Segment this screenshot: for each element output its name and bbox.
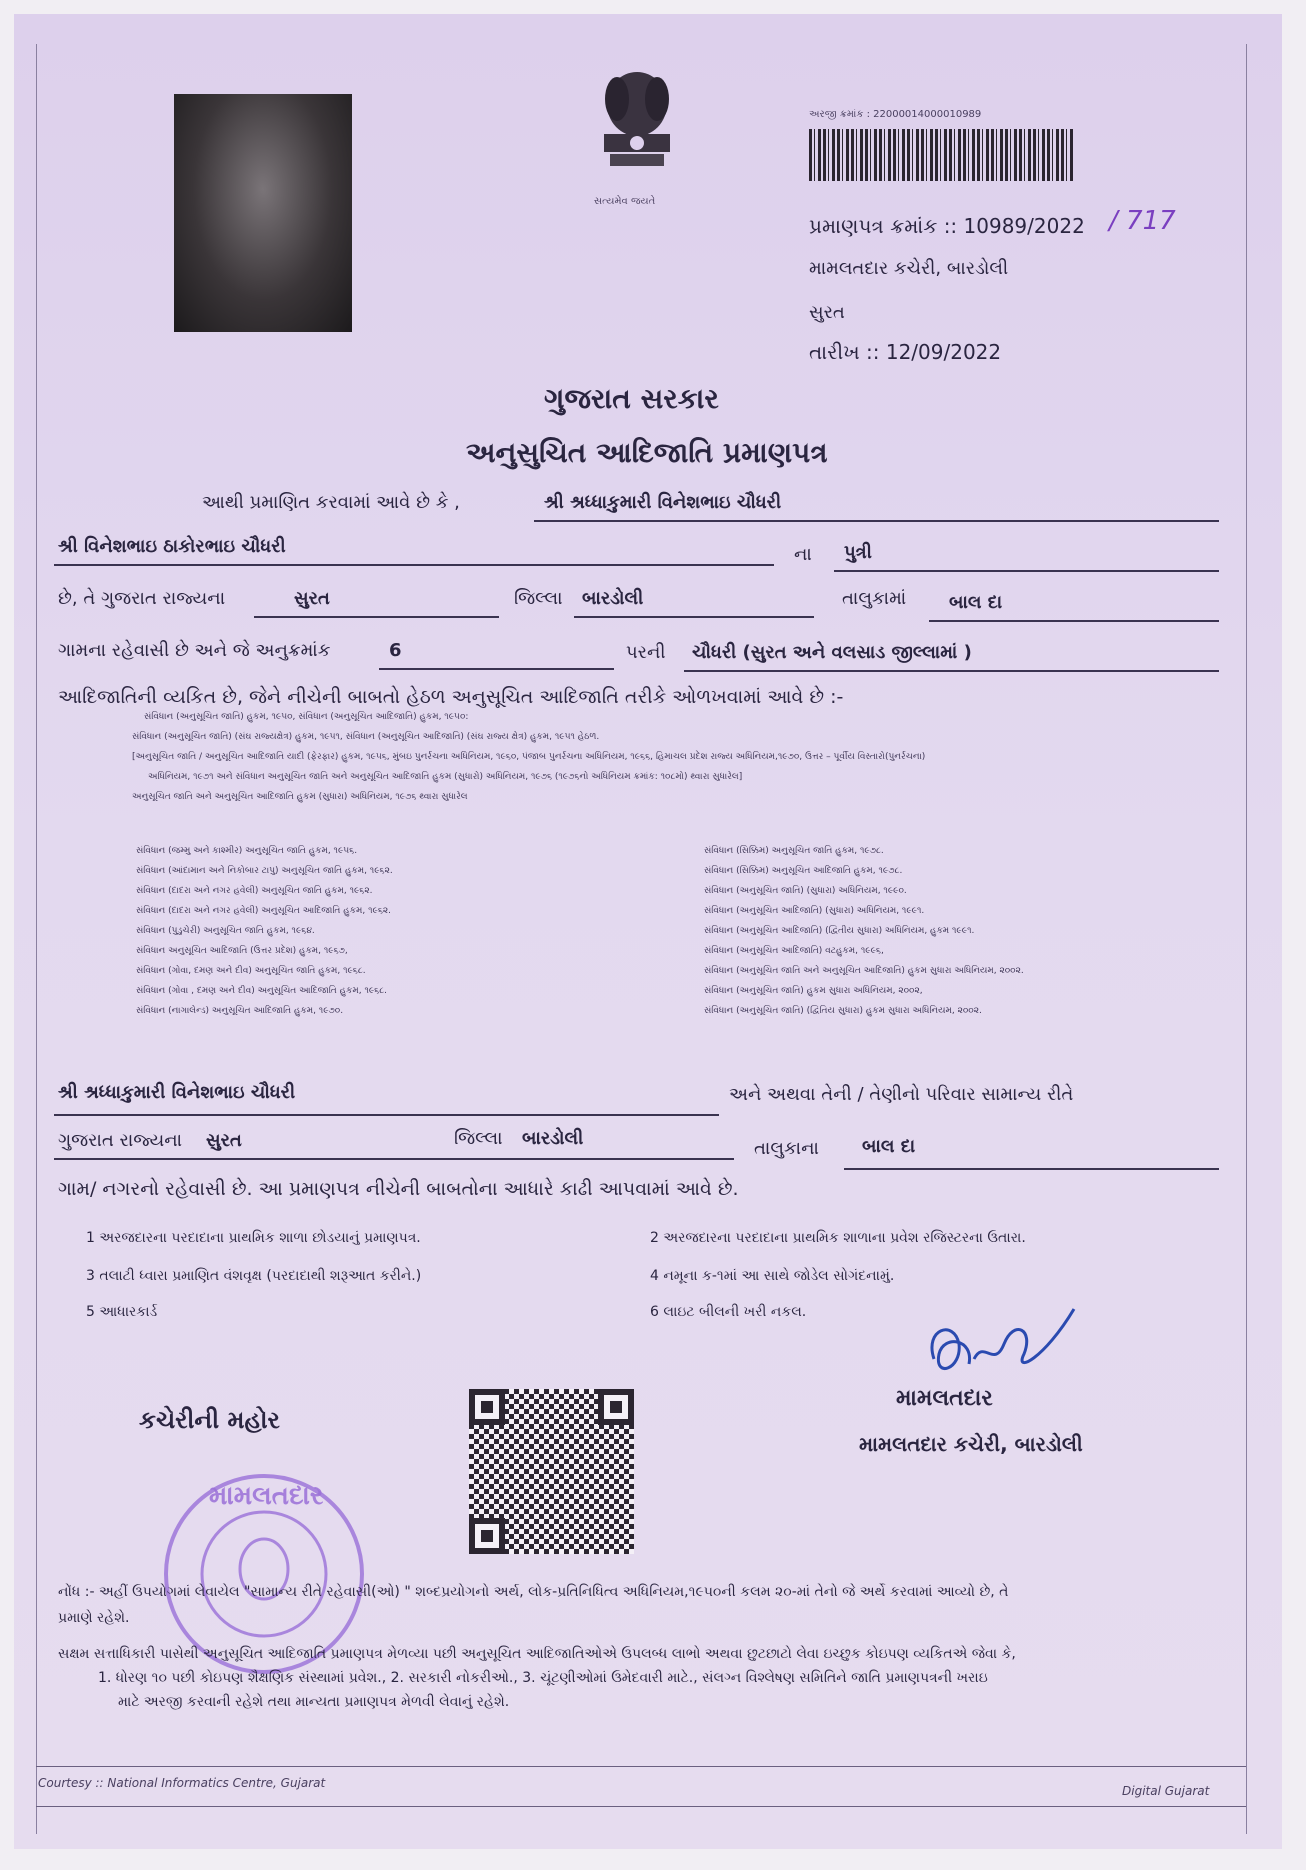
order-item: સંવિધાન અનુસૂચિત આદિજાતિ (ઉત્તર પ્રદેશ) હુકમ, ૧૯૬૭, [136,946,348,956]
document-item: 6 લાઇટ બીલની ખરી નકલ. [650,1304,807,1320]
taluka-label: તાલુકામાં [842,588,907,609]
parent-name: શ્રી વિનેશભાઇ ઠાકોરભાઇ ચૌધરી [58,536,286,557]
residence-district: સુરત [206,1130,242,1151]
qr-finder [598,1389,634,1425]
order-item: સંવિધાન (અનુસૂચિત જાતિ) (સુધારા) અધિનિયમ, ૧૯૯૦. [704,886,907,896]
seal-text: મામલતદાર [209,1481,324,1511]
order-item: સંવિધાન (અનુસૂચિત જાતિ) હુકમ સુધારા અધિનિયમ, ૨૦૦૨, [704,986,923,996]
orders-left-column [136,846,696,1026]
emblem-motto: સત્યમેવ જયતે [594,196,656,207]
qr-finder [469,1518,505,1554]
residence-village: બાલ દા [862,1136,916,1157]
order-item: સંવિધાન (અનુસૂચિત આદિજાતિ) (સુધારા) અધિનિયમ, ૧૯૯૧. [704,906,925,916]
serial-number: 6 [389,640,402,661]
left-border [36,44,37,1834]
issuing-district: સુરત [809,302,845,323]
certificate-number: પ્રમાણપત્ર ક્રમાંક :: 10989/2022 [809,214,1085,238]
village-line: ગામના રહેવાસી છે અને જે અનુક્રમાંક [58,640,331,661]
order-line: અનુસૂચિત જાતિ અને અનુસૂચિત આદિજાતિ હુકમ (સુધારા) અધિનિયમ, ૧૯૭૬ થ્વારા સુધારેલ [132,792,468,802]
basis-text: ગામ/ નગરનો રહેવાસી છે. આ પ્રમાણપત્ર નીચેની બાબતોના આધારે કાઢી આપવામાં આવે છે. [58,1178,739,1200]
footer-courtesy: Courtesy :: National Informatics Centre, Gujarat [38,1776,326,1790]
order-line: સંવિધાન (અનુસૂચિત જાતિ) (સંઘ રાજ્યક્ષેત્ર) હુકમ, ૧૯૫૧, સંવિધાન (અનુસૂચિત આદિજાતિ) (સંઘ રાજ્ય ક્ષેત્ર) હુકમ, ૧૯૫૧ હેઠળ. [132,732,600,742]
state-district: સુરત [294,588,330,609]
signatory-designation: મામલતદાર [896,1386,993,1411]
order-item: સંવિધાન (અનુસૂચિત આદિજાતિ) વટહુકમ, ૧૯૯૬, [704,946,884,956]
note-line: નોંધ :- અહીં ઉપયોગમાં લેવાયેલ "સામાન્ય રીતે રહેવાસી(ઓ) " શબ્દપ્રયોગનો અર્થ, લોક-પ્રતિનિધિત્વ અધિનિયમ,૧૯૫૦ની કલમ ૨૦-માં તેનો જે અર્થે કરવામાં આવ્યો છે, તે [58,1584,1009,1600]
order-item: સંવિધાન (અનુસૂચિત જાતિ) (દ્વિતિય સુધારા) હુકમ સુધારા અધિનિયમ, ૨૦૦૨. [704,1006,982,1016]
note-line: પ્રમાણે રહેશે. [58,1610,130,1626]
state-prefix: છે, તે ગુજરાત રાજ્યના [58,588,226,609]
order-item: સંવિધાન (આંદામાન અને નિકોબાર ટાપુ) અનુસૂચિત જાતિ હુકમ, ૧૯૬૨. [136,866,393,876]
right-border [1246,44,1247,1834]
document-item: 1 અરજદારના પરદાદાના પ્રાથમિક શાળા છોડયાનું પ્રમાણપત્ર. [86,1230,421,1246]
document-item: 5 આધારકાર્ડ [86,1304,158,1320]
office-seal-label: કચેરીની મહોર [139,1406,280,1434]
intro-text: આથી પ્રમાણિત કરવામાં આવે છે કે , [202,492,460,513]
residence-state-prefix: ગુજરાત રાજ્યના [58,1130,183,1151]
order-item: સંવિધાન (દાદરા અને નગર હવેલી) અનુસૂચિત જાતિ હુકમ, ૧૯૬૨. [136,886,373,896]
qr-finder [469,1389,505,1425]
document-item: 3 તલાટી ધ્વારા પ્રમાણિત વંશવૃક્ષ (પરદાદાથી શરૂઆત કરીને.) [86,1268,422,1284]
order-item: સંવિધાન (અનુસૂચિત જાતિ અને અનુસૂચિત આદિજાતિ) હુકમ સુધારા અધિનિયમ, ૨૦૦૨. [704,966,1024,976]
document-item: 2 અરજદારના પરદાદાના પ્રાથમિક શાળાના પ્રવેશ રજિસ્ટરના ઉતારા. [650,1230,1026,1246]
government-title: ગુજરાત સરકાર [544,382,719,415]
order-line: સંવિધાન (અનુસૂચિત જાતિ) હુકમ, ૧૯૫૦, સંવિધાન (અનુસૂચિત આદિજાતિ) હુકમ, ૧૯૫૦: [144,712,469,722]
order-item: સંવિધાન (અનુસૂચિત આદિજાતિ) (દ્વિતીય સુધારા) અધિનિયમ, હુકમ ૧૯૯૧. [704,926,975,936]
order-item: સંવિધાન (દાદરા અને નગર હવેલી) અનુસૂચિત આદિજાતિ હુકમ, ૧૯૬૨. [136,906,392,916]
order-item: સંવિધાન (નાગાલેન્ડ) અનુસૂચિત આદિજાતિ હુકમ, ૧૯૭૦. [136,1006,344,1016]
applicant-photo [174,94,352,332]
orders-right-column [704,846,1244,1026]
signature-icon [914,1299,1084,1399]
order-item: સંવિધાન (પુડુચેરી) અનુસૂચિત જાતિ હુકમ, ૧૯૬૪. [136,926,315,936]
family-text: અને અથવા તેની / તેણીનો પરિવાર સામાન્ય રીતે [729,1084,1074,1105]
tribe-name: ચૌધરી (સુરત અને વલસાડ જીલ્લામાં ) [692,642,972,663]
signatory-office: મામલતદાર કચેરી, બારડોલી [859,1432,1083,1456]
order-item: સંવિધાન (સિક્કિમ) અનુસૂચિત આદિજાતિ હુકમ, ૧૯૭૮. [704,866,903,876]
qr-code [469,1389,634,1554]
district-label: જિલ્લા [514,588,563,609]
residence-taluka-label: તાલુકાના [754,1138,819,1159]
applicant-name: શ્રી શ્રધ્ધાકુમારી વિનેશભાઇ ચૌધરી [544,492,782,513]
resident-name: શ્રી શ્રધ્ધાકુમારી વિનેશભાઇ ચૌધરી [58,1082,296,1103]
national-emblem-icon [582,64,692,194]
par-ni: પરની [626,642,666,663]
na-text: ના [794,544,812,565]
document-item: 4 નમૂના ક-૧માં આ સાથે જોડેલ સોગંદનામું. [650,1268,895,1284]
residence-taluka: બારડોલી [522,1128,584,1149]
order-line: [અનુસૂચિત જાતિ / અનુસૂચિત આદિજાતિ યાદી (ફેરફાર) હુકમ, ૧૯૫૬, મુંબઇ પુનર્રચના અધિનિયમ, ૧૯૬૦, પંજાબ પુનર્રચના અધિનિયમ, ૧૯૬૬, હિમાચલ પ્રદેશ રાજ્ય અધિનિયમ,૧૯૭૦, ઉત્તર – પૂર્વીય વિસ્તારો(પુનર્રચના) [132,752,926,762]
order-item: સંવિધાન (ગોવા, દમણ અને દીવ) અનુસૂચિત જાતિ હુકમ, ૧૯૬૮. [136,966,366,976]
certificate-number-handwritten: / 717 [1109,206,1176,236]
taluka-name: બારડોલી [582,588,644,609]
barcode [809,129,1074,181]
order-item: સંવિધાન (જમ્મુ અને કાશ્મીર) અનુસૂચિત જાતિ હુકમ, ૧૯૫૬. [136,846,358,856]
order-line: અધિનિયમ, ૧૯૭૧ અને સંવિધાન અનુસૂચિત જાતિ અને અનુસૂચિત આદિજાતિ હુકમ (સુધારો) અધિનિયમ, ૧૯૭૬ (૧૯૭૬નો અધિનિયમ ક્રમાંક: ૧૦૮મો) થ્વારા સુધારેલ] [148,772,743,782]
residence-district-label: જિલ્લા [454,1128,503,1149]
note-line: 1. ધોરણ ૧૦ પછી કોઇપણ શૈક્ષણિક સંસ્થામાં પ્રવેશ., 2. સરકારી નોકરીઓ., 3. ચૂંટણીઓમાં ઉમેદવારી માટે., સંલગ્ન વિશ્લેષણ સમિતિને જાતિ પ્રમાણપત્રની ખરાઇ [98,1670,988,1686]
footer-brand: Digital Gujarat [1122,1784,1210,1798]
application-number: અરજી ક્રમાંક : 22000014000010989 [809,109,982,120]
certificate-title: અનુસુચિત આદિજાતિ પ્રમાણપત્ર [466,436,828,469]
order-item: સંવિધાન (સિક્કિમ) અનુસૂચિત જાતિ હુકમ, ૧૯૭૮. [704,846,884,856]
issue-date: તારીખ :: 12/09/2022 [809,340,1002,364]
certificate-sheet [14,14,1282,1849]
village-name: બાલ દા [949,592,1003,613]
order-item: સંવિધાન (ગોવા , દમણ અને દીવ) અનુસૂચિત આદિજાતિ હુકમ, ૧૯૬૮. [136,986,388,996]
note-line: માટે અરજી કરવાની રહેશે તથા માન્યતા પ્રમાણપત્ર મેળવી લેવાનું રહેશે. [118,1694,510,1710]
issuing-office: મામલતદાર કચેરી, બારડોલી [809,258,1009,279]
recognised-text: આદિજાતિની વ્યકિત છે, જેને નીચેની બાબતો હેઠળ અનુસૂચિત આદિજાતિ તરીકે ઓળખવામાં આવે છે :- [58,686,844,708]
relation: પુત્રી [844,542,872,563]
note-line: સક્ષમ સત્તાધિકારી પાસેથી અનુસૂચિત આદિજાતિ પ્રમાણપત્ર મેળવ્યા પછી અનુસૂચિત આદિજાતિઓએ ઉપલબ્ધ લાભો અથવા છુટછાટો લેવા ઇચ્છુક કોઇપણ વ્યકિતએ જેવા કે, [58,1646,1016,1662]
